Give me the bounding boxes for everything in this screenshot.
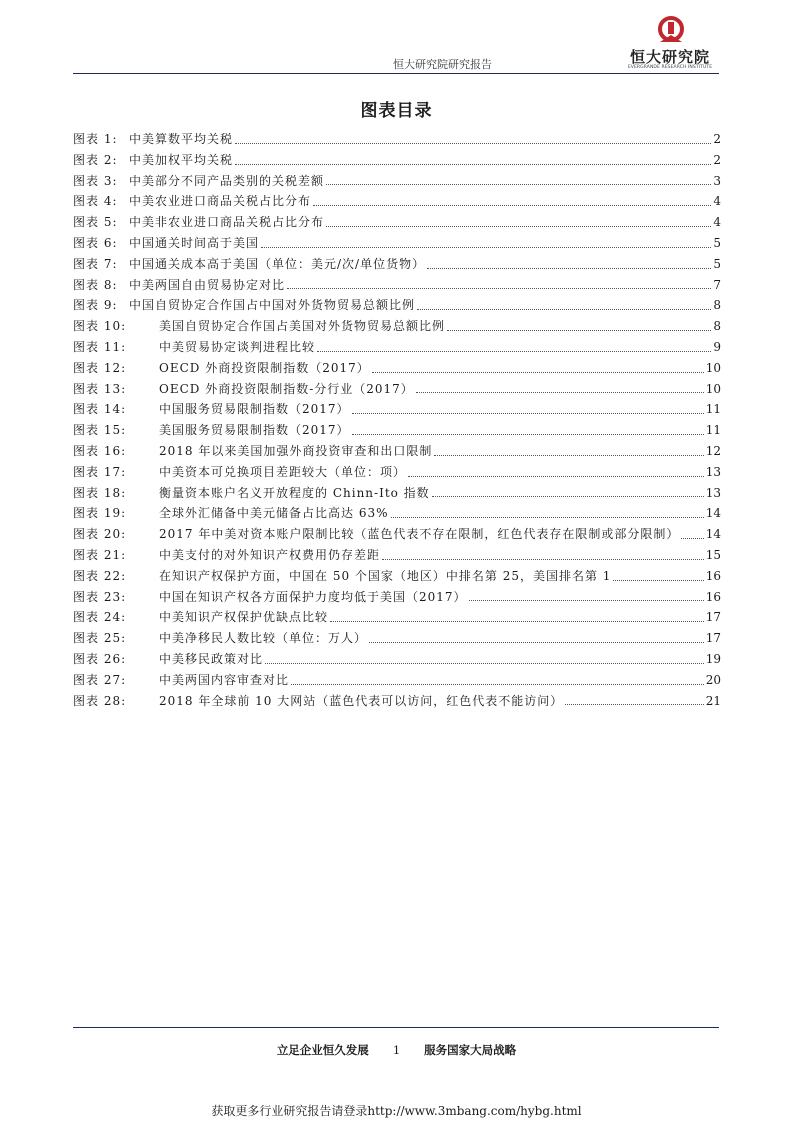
toc-dot-leader — [427, 268, 711, 269]
toc-entry-label: 图表 6: — [73, 235, 118, 250]
footer-slogan-right: 服务国家大局战略 — [424, 1043, 517, 1057]
toc-entry-page: 10 — [705, 381, 721, 396]
toc-entry-label: 图表 3: — [73, 173, 118, 188]
toc-dot-leader — [265, 663, 704, 664]
toc-entry-page: 11 — [705, 423, 721, 438]
toc-dot-leader — [681, 538, 703, 539]
toc-entry-title: 中美农业进口商品关税占比分布 — [129, 194, 312, 209]
toc-entry-page: 15 — [705, 547, 721, 562]
toc-entry-title: 中美移民政策对比 — [159, 651, 264, 666]
toc-entry-title: 美国自贸协定合作国占美国对外货物贸易总额比例 — [159, 319, 446, 334]
toc-entry-title: 中美贸易协定谈判进程比较 — [159, 339, 316, 354]
toc-entry[interactable] — [73, 399, 721, 420]
toc-entry-label: 图表 9: — [73, 298, 118, 313]
page-number: 1 — [392, 1043, 401, 1057]
toc-entry-title: 中美知识产权保护优缺点比较 — [159, 610, 329, 625]
toc-entry-page: 14 — [705, 527, 721, 542]
toc-entry-page: 7 — [713, 277, 721, 292]
toc-entry[interactable] — [73, 379, 721, 400]
toc-entry-page: 5 — [713, 235, 721, 250]
toc-entry[interactable] — [73, 212, 721, 233]
toc-entry[interactable] — [73, 587, 721, 608]
toc-entry-label: 图表 10: — [73, 319, 127, 334]
toc-dot-leader — [613, 580, 703, 581]
toc-dot-leader — [261, 247, 711, 248]
toc-entry[interactable] — [73, 295, 721, 316]
promo-link-text[interactable]: 获取更多行业研究报告请登录http://www.3mbang.com/hybg.html — [211, 1104, 582, 1118]
toc-entry-label: 图表 1: — [73, 132, 118, 146]
toc-dot-leader — [391, 517, 704, 518]
toc-entry[interactable] — [73, 275, 721, 296]
toc-entry-page: 13 — [705, 464, 721, 479]
toc-entry-page: 12 — [705, 443, 721, 458]
toc-entry-page: 2 — [713, 132, 721, 146]
toc-entry[interactable] — [73, 524, 721, 545]
toc-entry-label: 图表 24: — [73, 610, 127, 625]
toc-entry[interactable] — [73, 191, 721, 212]
toc-entry[interactable] — [73, 607, 721, 628]
page-footer — [0, 1042, 793, 1058]
toc-entry-page: 16 — [705, 568, 721, 583]
toc-entry-page: 4 — [713, 194, 721, 209]
toc-entry[interactable] — [73, 171, 721, 192]
toc-entry-title: 全球外汇储备中美元储备占比高达 63% — [159, 506, 389, 521]
toc-entry[interactable] — [73, 545, 721, 566]
toc-entry-page: 13 — [705, 485, 721, 500]
toc-dot-leader — [352, 413, 704, 414]
toc-dot-leader — [235, 143, 711, 144]
toc-entry[interactable] — [73, 337, 721, 358]
toc-entry-title: 2017 年中美对资本账户限制比较（蓝色代表不存在限制，红色代表存在限制或部分限制） — [159, 527, 680, 542]
toc-dot-leader — [432, 496, 704, 497]
toc-entry-page: 4 — [713, 215, 721, 230]
toc-entry-title: 中国通关时间高于美国 — [129, 235, 260, 250]
toc-entry-page: 21 — [705, 693, 721, 708]
toc-entry[interactable] — [73, 566, 721, 587]
toc-entry[interactable] — [73, 462, 721, 483]
toc-entry-title: 中国在知识产权各方面保护力度均低于美国（2017） — [159, 589, 467, 604]
toc-entry-title: 2018 年全球前 10 大网站（蓝色代表可以访问，红色代表不能访问） — [159, 693, 564, 708]
toc-entry-page: 20 — [705, 672, 721, 687]
toc-entry[interactable] — [73, 670, 721, 691]
toc-dot-leader — [369, 642, 704, 643]
figure-toc — [73, 129, 721, 711]
toc-dot-leader — [417, 309, 711, 310]
toc-entry-label: 图表 18: — [73, 485, 127, 500]
toc-entry[interactable] — [73, 358, 721, 379]
toc-entry-page: 8 — [713, 298, 721, 313]
toc-entry-title: 中美非农业进口商品关税占比分布 — [129, 215, 325, 230]
toc-entry-title: 中美算数平均关税 — [129, 132, 234, 146]
toc-dot-leader — [317, 351, 711, 352]
toc-entry-label: 图表 26: — [73, 651, 127, 666]
toc-entry-label: 图表 25: — [73, 631, 127, 646]
toc-dot-leader — [352, 434, 704, 435]
toc-entry-title: 中美资本可兑换项目差距较大（单位：项） — [159, 464, 407, 479]
toc-entry-title: OECD 外商投资限制指数-分行业（2017） — [159, 381, 414, 396]
toc-dot-leader — [382, 559, 704, 560]
toc-entry-page: 10 — [705, 360, 721, 375]
toc-entry-page: 2 — [713, 152, 721, 167]
toc-entry-title: 中国服务贸易限制指数（2017） — [159, 402, 350, 417]
toc-entry-title: 中美两国自由贸易协定对比 — [129, 277, 286, 292]
toc-entry-label: 图表 22: — [73, 568, 127, 583]
toc-dot-leader — [326, 226, 711, 227]
toc-entry[interactable] — [73, 691, 721, 712]
toc-dot-leader — [408, 476, 704, 477]
toc-entry-label: 图表 4: — [73, 194, 118, 209]
toc-entry-label: 图表 13: — [73, 381, 127, 396]
toc-entry[interactable] — [73, 254, 721, 275]
toc-entry-title: 中美加权平均关税 — [129, 152, 234, 167]
toc-entry-label: 图表 12: — [73, 360, 127, 375]
toc-entry-page: 17 — [705, 610, 721, 625]
toc-entry[interactable] — [73, 503, 721, 524]
toc-entry-page: 5 — [713, 256, 721, 271]
toc-entry-title: 中美两国内容审查对比 — [159, 672, 290, 687]
toc-entry-title: 衡量资本账户名义开放程度的 Chinn-Ito 指数 — [159, 485, 430, 500]
toc-entry-page: 17 — [705, 631, 721, 646]
toc-dot-leader — [287, 288, 711, 289]
toc-entry-title: 中美部分不同产品类别的关税差额 — [129, 173, 325, 188]
header-divider — [73, 73, 719, 74]
toc-dot-leader — [330, 621, 704, 622]
toc-entry-page: 16 — [705, 589, 721, 604]
toc-entry-label: 图表 7: — [73, 256, 118, 271]
toc-entry-title: 中美净移民人数比较（单位：万人） — [159, 631, 368, 646]
toc-entry-label: 图表 11: — [73, 339, 127, 354]
toc-entry-label: 图表 2: — [73, 152, 118, 167]
toc-dot-leader — [372, 372, 704, 373]
toc-entry-title: OECD 外商投资限制指数（2017） — [159, 360, 370, 375]
toc-dot-leader — [447, 330, 711, 331]
toc-entry-label: 图表 28: — [73, 693, 127, 708]
toc-entry-page: 19 — [705, 651, 721, 666]
logo-mark-icon — [656, 16, 686, 46]
toc-entry-title: 2018 年以来美国加强外商投资审查和出口限制 — [159, 443, 433, 458]
toc-entry-label: 图表 20: — [73, 527, 127, 542]
toc-entry-label: 图表 14: — [73, 402, 127, 417]
toc-dot-leader — [313, 205, 711, 206]
toc-entry-label: 图表 19: — [73, 506, 127, 521]
toc-entry-label: 图表 5: — [73, 215, 118, 230]
toc-entry-title: 中国通关成本高于美国（单位：美元/次/单位货物） — [129, 256, 426, 271]
footer-divider — [73, 1027, 719, 1028]
toc-entry-page: 3 — [713, 173, 721, 188]
toc-entry-label: 图表 21: — [73, 547, 127, 562]
toc-title: 图表目录 — [360, 101, 433, 121]
report-header-title: 恒大研究院研究报告 — [393, 58, 492, 71]
toc-dot-leader — [434, 455, 703, 456]
toc-entry-label: 图表 8: — [73, 277, 118, 292]
toc-entry[interactable] — [73, 420, 721, 441]
toc-entry-label: 图表 27: — [73, 672, 127, 687]
toc-entry-title: 美国服务贸易限制指数（2017） — [159, 423, 350, 438]
toc-entry[interactable] — [73, 628, 721, 649]
toc-entry-title: 中美支付的对外知识产权费用仍存差距 — [159, 547, 381, 562]
evergrande-logo — [620, 16, 720, 72]
toc-entry-label: 图表 17: — [73, 464, 127, 479]
toc-entry[interactable] — [73, 150, 721, 171]
toc-entry[interactable] — [73, 129, 721, 150]
toc-dot-leader — [565, 704, 703, 705]
toc-entry-page: 14 — [705, 506, 721, 521]
toc-entry-label: 图表 16: — [73, 443, 127, 458]
toc-entry-page: 8 — [713, 319, 721, 334]
toc-dot-leader — [416, 392, 704, 393]
toc-entry[interactable] — [73, 441, 721, 462]
toc-entry[interactable] — [73, 649, 721, 670]
toc-dot-leader — [469, 600, 704, 601]
logo-english-name: EVERGRANDE RESEARCH INSTITUTE — [627, 65, 713, 70]
toc-entry-title: 在知识产权保护方面，中国在 50 个国家（地区）中排名第 25，美国排名第 1 — [159, 568, 612, 583]
toc-entry-page: 9 — [713, 339, 721, 354]
toc-entry[interactable] — [73, 316, 721, 337]
toc-entry-page: 11 — [705, 402, 721, 417]
toc-dot-leader — [291, 684, 704, 685]
toc-entry[interactable] — [73, 233, 721, 254]
toc-entry-label: 图表 23: — [73, 589, 127, 604]
toc-entry[interactable] — [73, 483, 721, 504]
footer-slogan-left: 立足企业恒久发展 — [276, 1043, 369, 1057]
toc-entry-title: 中国自贸协定合作国占中国对外货物贸易总额比例 — [129, 298, 416, 313]
logo-name: 恒大研究院 — [629, 48, 710, 66]
toc-entry-label: 图表 15: — [73, 423, 127, 438]
toc-dot-leader — [235, 164, 711, 165]
toc-dot-leader — [326, 184, 711, 185]
